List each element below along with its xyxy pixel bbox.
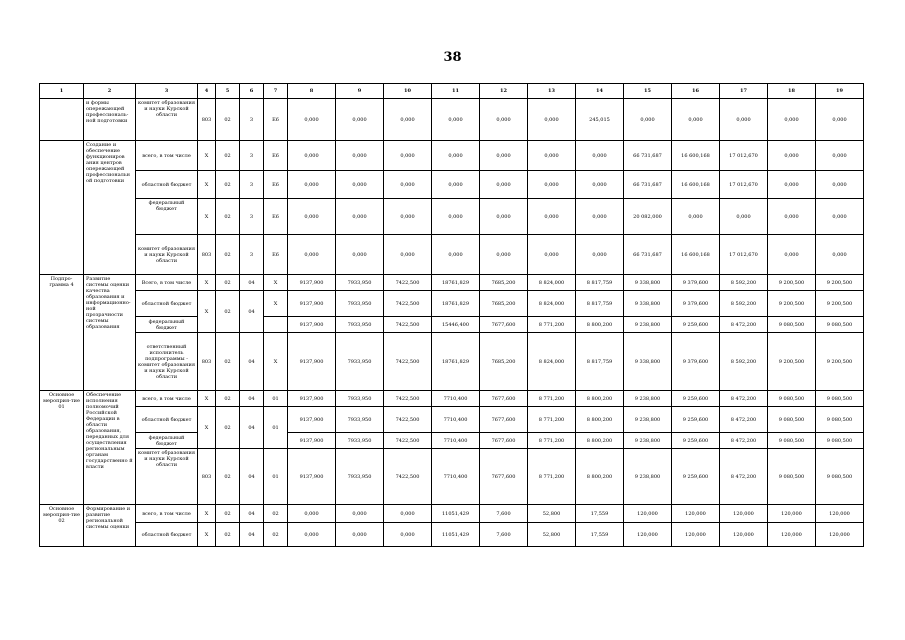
value-cell: 120,000: [624, 523, 672, 547]
value-cell: 7677,600: [480, 407, 528, 433]
table-row: [40, 199, 864, 235]
source-cell: областной бюджет: [136, 407, 198, 433]
value-cell: 8 800,200: [576, 449, 624, 505]
column-header: 5: [216, 84, 240, 99]
code-cell: Е6: [264, 199, 288, 235]
value-cell: 18761,829: [432, 333, 480, 391]
source-cell: комитет образования и науки Курской области: [136, 449, 198, 505]
value-cell: 9137,900: [288, 333, 336, 391]
code-cell: 04: [240, 391, 264, 407]
value-cell: 15446,400: [432, 317, 480, 333]
value-cell: 52,800: [528, 523, 576, 547]
value-cell: 9 259,600: [672, 391, 720, 407]
value-cell: 0,000: [768, 235, 816, 275]
value-cell: 0,000: [384, 235, 432, 275]
value-cell: 0,000: [576, 141, 624, 171]
value-cell: 0,000: [528, 171, 576, 199]
value-cell: 0,000: [288, 235, 336, 275]
value-cell: 0,000: [624, 99, 672, 141]
value-cell: 9 080,500: [816, 317, 864, 333]
value-cell: 8 472,200: [720, 407, 768, 433]
value-cell: 9137,900: [288, 275, 336, 291]
value-cell: 0,000: [720, 99, 768, 141]
value-cell: 9 080,500: [816, 433, 864, 449]
code-cell: 04: [240, 291, 264, 333]
name-cell: и формы опережающей профессиональ-ной подготовки: [84, 99, 136, 141]
value-cell: 0,000: [528, 141, 576, 171]
name-cell: Развитие системы оценки качества образования и информационно-ной прозрачности системы образования: [84, 275, 136, 391]
value-cell: 9137,900: [288, 391, 336, 407]
value-cell: 66 731,687: [624, 141, 672, 171]
source-cell: комитет образования и науки Курской области: [136, 99, 198, 141]
value-cell: 9 379,600: [672, 333, 720, 391]
code-cell: [264, 317, 288, 333]
value-cell: 7933,950: [336, 407, 384, 433]
value-cell: 7933,950: [336, 449, 384, 505]
value-cell: 0,000: [432, 199, 480, 235]
value-cell: 0,000: [384, 523, 432, 547]
value-cell: 0,000: [720, 199, 768, 235]
code-cell: Е6: [264, 141, 288, 171]
code-cell: 02: [216, 407, 240, 449]
code-cell: Х: [198, 391, 216, 407]
code-cell: 04: [240, 505, 264, 523]
value-cell: 0,000: [528, 235, 576, 275]
value-cell: 0,000: [288, 171, 336, 199]
value-cell: 0,000: [384, 505, 432, 523]
column-header: 12: [480, 84, 528, 99]
value-cell: 17,559: [576, 523, 624, 547]
code-cell: 01: [264, 449, 288, 505]
code-cell: 02: [216, 333, 240, 391]
value-cell: 9 259,600: [672, 407, 720, 433]
code-cell: Х: [198, 199, 216, 235]
value-cell: 9 238,800: [624, 407, 672, 433]
value-cell: 7422,500: [384, 433, 432, 449]
code-cell: 3: [240, 99, 264, 141]
value-cell: 8 771,200: [528, 391, 576, 407]
value-cell: 66 731,687: [624, 235, 672, 275]
code-cell: 02: [216, 523, 240, 547]
value-cell: 120,000: [816, 523, 864, 547]
value-cell: 7,600: [480, 523, 528, 547]
code-cell: 02: [216, 199, 240, 235]
value-cell: 9 200,500: [816, 333, 864, 391]
value-cell: 0,000: [768, 141, 816, 171]
code-cell: 04: [240, 333, 264, 391]
code-cell: 02: [264, 505, 288, 523]
value-cell: 120,000: [768, 505, 816, 523]
value-cell: 8 472,200: [720, 317, 768, 333]
value-cell: 0,000: [576, 235, 624, 275]
value-cell: 0,000: [480, 99, 528, 141]
column-header: 6: [240, 84, 264, 99]
level-cell: Основное мероприя-тие 02: [40, 505, 84, 547]
code-cell: 803: [198, 99, 216, 141]
code-cell: 01: [264, 407, 288, 449]
value-cell: 9137,900: [288, 433, 336, 449]
column-header: 8: [288, 84, 336, 99]
column-header: 11: [432, 84, 480, 99]
value-cell: 0,000: [432, 171, 480, 199]
column-header: 17: [720, 84, 768, 99]
value-cell: 0,000: [768, 171, 816, 199]
value-cell: 9 238,800: [624, 391, 672, 407]
table-row: [40, 505, 864, 523]
value-cell: 9137,900: [288, 449, 336, 505]
table-row: [40, 235, 864, 275]
value-cell: 120,000: [720, 523, 768, 547]
value-cell: 9 200,500: [768, 275, 816, 291]
value-cell: 7933,950: [336, 433, 384, 449]
header-row: [40, 84, 864, 99]
value-cell: 9137,900: [288, 291, 336, 317]
table-row: [40, 433, 864, 449]
value-cell: 8 472,200: [720, 391, 768, 407]
value-cell: 0,000: [480, 235, 528, 275]
value-cell: 7710,400: [432, 449, 480, 505]
code-cell: 04: [240, 275, 264, 291]
value-cell: 0,000: [816, 199, 864, 235]
code-cell: Х: [264, 291, 288, 317]
code-cell: 02: [216, 171, 240, 199]
code-cell: 02: [264, 523, 288, 547]
code-cell: Х: [264, 333, 288, 391]
value-cell: 17 012,670: [720, 235, 768, 275]
code-cell: 803: [198, 235, 216, 275]
value-cell: 9 259,600: [672, 317, 720, 333]
table-row: [40, 407, 864, 433]
value-cell: 9 238,800: [624, 433, 672, 449]
value-cell: 0,000: [288, 523, 336, 547]
value-cell: 7422,500: [384, 407, 432, 433]
source-cell: всего, в том числе: [136, 391, 198, 407]
value-cell: 8 800,200: [576, 433, 624, 449]
value-cell: 0,000: [288, 505, 336, 523]
value-cell: 7710,400: [432, 433, 480, 449]
value-cell: 0,000: [288, 199, 336, 235]
value-cell: 0,000: [384, 171, 432, 199]
value-cell: 0,000: [432, 235, 480, 275]
code-cell: 02: [216, 291, 240, 333]
value-cell: 17 012,670: [720, 141, 768, 171]
column-header: 13: [528, 84, 576, 99]
value-cell: 8 592,200: [720, 291, 768, 317]
value-cell: 16 600,168: [672, 171, 720, 199]
value-cell: 7685,200: [480, 275, 528, 291]
value-cell: 7422,500: [384, 333, 432, 391]
value-cell: 0,000: [816, 171, 864, 199]
budget-table: [39, 83, 864, 547]
code-cell: 02: [216, 275, 240, 291]
value-cell: 9 200,500: [768, 291, 816, 317]
value-cell: 7677,600: [480, 433, 528, 449]
value-cell: 8 771,200: [528, 433, 576, 449]
value-cell: 0,000: [336, 141, 384, 171]
column-header: 9: [336, 84, 384, 99]
table-row: [40, 523, 864, 547]
column-header: 16: [672, 84, 720, 99]
source-cell: всего, в том числе: [136, 505, 198, 523]
code-cell: Х: [198, 291, 216, 333]
table-row: [40, 275, 864, 291]
value-cell: 0,000: [432, 99, 480, 141]
column-header: 18: [768, 84, 816, 99]
code-cell: 02: [216, 99, 240, 141]
value-cell: 9 338,800: [624, 275, 672, 291]
code-cell: Х: [264, 275, 288, 291]
value-cell: 120,000: [624, 505, 672, 523]
name-cell: Создание и обеспечение функциониров ания центров опережающей профессиональн ой подготовки: [84, 141, 136, 275]
value-cell: 120,000: [768, 523, 816, 547]
source-cell: ответственный исполнитель подпрограммы - комитет образования и науки Курской области: [136, 333, 198, 391]
value-cell: 0,000: [336, 235, 384, 275]
value-cell: 20 082,000: [624, 199, 672, 235]
column-header: 3: [136, 84, 198, 99]
value-cell: 8 817,759: [576, 275, 624, 291]
table-row: [40, 291, 864, 317]
value-cell: 0,000: [336, 523, 384, 547]
value-cell: 9 080,500: [768, 407, 816, 433]
code-cell: 04: [240, 523, 264, 547]
name-cell: Формирование и развитие региональной системы оценки: [84, 505, 136, 547]
value-cell: 9137,900: [288, 407, 336, 433]
source-cell: федеральный бюджет: [136, 199, 198, 235]
value-cell: 16 600,168: [672, 141, 720, 171]
code-cell: 04: [240, 449, 264, 505]
value-cell: 9 080,500: [768, 317, 816, 333]
code-cell: Х: [198, 505, 216, 523]
source-cell: федеральный бюджет: [136, 317, 198, 333]
value-cell: 0,000: [384, 99, 432, 141]
value-cell: 245,015: [576, 99, 624, 141]
value-cell: 9 259,600: [672, 433, 720, 449]
value-cell: 9 080,500: [816, 449, 864, 505]
value-cell: 8 592,200: [720, 333, 768, 391]
value-cell: 120,000: [672, 523, 720, 547]
table-row: [40, 141, 864, 171]
value-cell: 9 080,500: [816, 407, 864, 433]
code-cell: Е6: [264, 235, 288, 275]
table-row: [40, 449, 864, 505]
value-cell: 0,000: [768, 199, 816, 235]
code-cell: 02: [216, 449, 240, 505]
code-cell: 02: [216, 391, 240, 407]
code-cell: 3: [240, 141, 264, 171]
value-cell: 9 080,500: [768, 433, 816, 449]
value-cell: 8 771,200: [528, 407, 576, 433]
value-cell: 9 080,500: [768, 449, 816, 505]
value-cell: 7422,500: [384, 275, 432, 291]
value-cell: 7685,200: [480, 333, 528, 391]
value-cell: 8 817,759: [576, 333, 624, 391]
value-cell: 18761,829: [432, 291, 480, 317]
code-cell: 803: [198, 449, 216, 505]
value-cell: 0,000: [336, 505, 384, 523]
value-cell: 0,000: [672, 99, 720, 141]
source-cell: Всего, в том числе: [136, 275, 198, 291]
table-row: [40, 333, 864, 391]
name-cell: Обеспечение исполнения полномочий Российской Федерации в области образования, переданных для осуществления региональным органам государственно й власти: [84, 391, 136, 505]
column-header: 2: [84, 84, 136, 99]
value-cell: 0,000: [576, 171, 624, 199]
value-cell: 9 200,500: [816, 291, 864, 317]
source-cell: областной бюджет: [136, 291, 198, 317]
value-cell: 8 817,759: [576, 291, 624, 317]
column-header: 14: [576, 84, 624, 99]
value-cell: 9 338,800: [624, 291, 672, 317]
value-cell: 8 472,200: [720, 449, 768, 505]
source-cell: комитет образования и науки Курской области: [136, 235, 198, 275]
value-cell: 66 731,687: [624, 171, 672, 199]
value-cell: 8 800,200: [576, 391, 624, 407]
value-cell: 0,000: [336, 171, 384, 199]
value-cell: 7677,600: [480, 391, 528, 407]
value-cell: 7422,500: [384, 291, 432, 317]
code-cell: Х: [198, 171, 216, 199]
value-cell: 9 238,800: [624, 449, 672, 505]
value-cell: 8 824,000: [528, 333, 576, 391]
value-cell: 0,000: [480, 171, 528, 199]
value-cell: 7677,600: [480, 449, 528, 505]
value-cell: 0,000: [816, 235, 864, 275]
value-cell: 0,000: [816, 99, 864, 141]
value-cell: 0,000: [672, 199, 720, 235]
value-cell: 7933,950: [336, 391, 384, 407]
source-cell: областной бюджет: [136, 523, 198, 547]
value-cell: 11051,429: [432, 523, 480, 547]
code-cell: 02: [216, 235, 240, 275]
value-cell: 17,559: [576, 505, 624, 523]
value-cell: 18761,829: [432, 275, 480, 291]
value-cell: 8 824,000: [528, 291, 576, 317]
value-cell: 7710,400: [432, 391, 480, 407]
value-cell: 9 080,500: [816, 391, 864, 407]
column-header: 19: [816, 84, 864, 99]
column-header: 1: [40, 84, 84, 99]
value-cell: 7422,500: [384, 391, 432, 407]
value-cell: 7677,600: [480, 317, 528, 333]
value-cell: 7685,200: [480, 291, 528, 317]
code-cell: 01: [264, 391, 288, 407]
value-cell: 7933,950: [336, 291, 384, 317]
value-cell: 0,000: [336, 199, 384, 235]
value-cell: 52,800: [528, 505, 576, 523]
value-cell: 8 800,200: [576, 317, 624, 333]
value-cell: 17 012,670: [720, 171, 768, 199]
code-cell: Х: [198, 141, 216, 171]
value-cell: 0,000: [480, 199, 528, 235]
table-row: [40, 99, 864, 141]
value-cell: 120,000: [816, 505, 864, 523]
page-number: 38: [443, 50, 462, 65]
value-cell: 7422,500: [384, 317, 432, 333]
value-cell: 0,000: [384, 199, 432, 235]
source-cell: федеральный бюджет: [136, 433, 198, 449]
code-cell: Е6: [264, 99, 288, 141]
value-cell: 0,000: [480, 141, 528, 171]
value-cell: 9137,900: [288, 317, 336, 333]
value-cell: 7422,500: [384, 449, 432, 505]
value-cell: 8 800,200: [576, 407, 624, 433]
code-cell: 02: [216, 141, 240, 171]
value-cell: 8 592,200: [720, 275, 768, 291]
code-cell: Х: [198, 407, 216, 449]
value-cell: 0,000: [528, 199, 576, 235]
level-cell: [40, 99, 84, 141]
table-row: [40, 391, 864, 407]
value-cell: 9 338,800: [624, 333, 672, 391]
value-cell: 7933,950: [336, 275, 384, 291]
value-cell: 9 200,500: [816, 275, 864, 291]
value-cell: 7710,400: [432, 407, 480, 433]
value-cell: 9 379,600: [672, 275, 720, 291]
value-cell: 0,000: [816, 141, 864, 171]
value-cell: 0,000: [576, 199, 624, 235]
value-cell: 7933,950: [336, 333, 384, 391]
value-cell: 0,000: [768, 99, 816, 141]
value-cell: 0,000: [336, 99, 384, 141]
column-header: 15: [624, 84, 672, 99]
value-cell: 8 771,200: [528, 317, 576, 333]
code-cell: 3: [240, 171, 264, 199]
value-cell: 16 600,168: [672, 235, 720, 275]
code-cell: 803: [198, 333, 216, 391]
code-cell: 02: [216, 505, 240, 523]
value-cell: 9 259,600: [672, 449, 720, 505]
value-cell: 7,600: [480, 505, 528, 523]
value-cell: 0,000: [528, 99, 576, 141]
value-cell: 8 472,200: [720, 433, 768, 449]
source-cell: областной бюджет: [136, 171, 198, 199]
value-cell: 0,000: [288, 99, 336, 141]
level-cell: Основное мероприя-тие 01: [40, 391, 84, 505]
code-cell: 3: [240, 199, 264, 235]
value-cell: 8 771,200: [528, 449, 576, 505]
code-cell: Е6: [264, 171, 288, 199]
value-cell: 0,000: [384, 141, 432, 171]
value-cell: 8 824,000: [528, 275, 576, 291]
level-cell: Подпро-грамма 4: [40, 275, 84, 391]
column-header: 7: [264, 84, 288, 99]
code-cell: Х: [198, 275, 216, 291]
code-cell: 04: [240, 407, 264, 449]
level-cell: [40, 141, 84, 275]
column-header: 4: [198, 84, 216, 99]
value-cell: 120,000: [720, 505, 768, 523]
column-header: 10: [384, 84, 432, 99]
value-cell: 9 080,500: [768, 391, 816, 407]
code-cell: Х: [198, 523, 216, 547]
value-cell: 0,000: [432, 141, 480, 171]
source-cell: всего, в том числе: [136, 141, 198, 171]
value-cell: 7933,950: [336, 317, 384, 333]
table-row: [40, 317, 864, 333]
value-cell: 9 379,600: [672, 291, 720, 317]
value-cell: 11051,429: [432, 505, 480, 523]
value-cell: 9 238,800: [624, 317, 672, 333]
value-cell: 120,000: [672, 505, 720, 523]
value-cell: 9 200,500: [768, 333, 816, 391]
table-row: [40, 171, 864, 199]
value-cell: 0,000: [288, 141, 336, 171]
code-cell: 3: [240, 235, 264, 275]
